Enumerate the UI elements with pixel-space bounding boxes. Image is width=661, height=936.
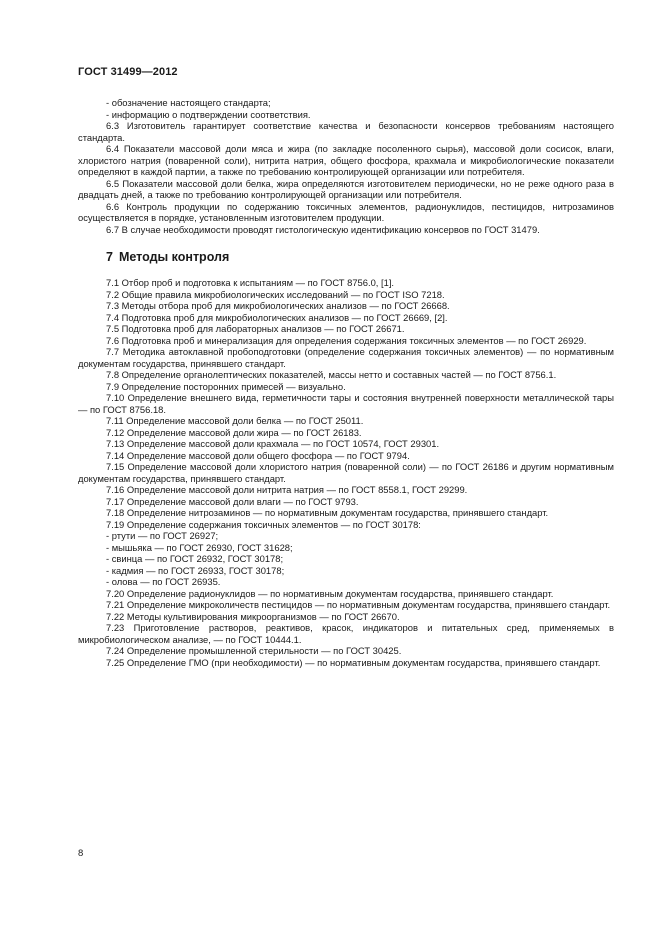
list-item: 7.14 Определение массовой доли общего фосфора — по ГОСТ 9794. [106, 449, 410, 461]
list-item: 7.13 Определение массовой доли крахмала — по ГОСТ 10574, ГОСТ 29301. [106, 438, 440, 449]
list-item: 7.9 Определение посторонних примесей — визуально. [106, 380, 346, 392]
clause-7-items [78, 277, 614, 530]
list-item: 7.23 Приготовление растворов, реактивов, красок, индикаторов и питательных сред, применяемых в микробиологическом анализе, — по ГОСТ 10444.1. [78, 622, 614, 645]
list-item: 7.1 Отбор проб и подготовка к испытаниям — по ГОСТ 8756.0, [1]. [106, 277, 395, 288]
clause-6-paragraphs [78, 120, 614, 235]
toxic-elements-list [78, 530, 614, 588]
list-item: - обозначение настоящего стандарта; [106, 97, 271, 108]
section-heading [78, 250, 614, 265]
list-item: 7.3 Методы отбора проб для микробиологических анализов — по ГОСТ 26668. [106, 300, 450, 311]
pre-items-list [78, 97, 614, 120]
paragraph-6-5: 6.5 Показатели массовой доли белка, жира определяются изготовителем периодически, но не реже одного раза в двадцать дней, а также по требованию контролирующей организации или потребителя. [78, 177, 614, 200]
list-item: - олова — по ГОСТ 26935. [106, 576, 221, 587]
list-item: 7.10 Определение внешнего вида, герметичности тары и состояния внутренней поверхности металлической тары — по ГОСТ 8756.18. [78, 392, 614, 415]
paragraph-6-7: 6.7 В случае необходимости проводят гистологическую идентификацию консервов по ГОСТ 31479. [106, 223, 540, 235]
list-item: 7.21 Определение микроколичеств пестицидов — по нормативным документам государства, принявшего стандарт. [106, 599, 611, 610]
clause-7-items-continued [78, 588, 614, 669]
paragraph-6-4: 6.4 Показатели массовой доли мяса и жира (по закладке посоленного сырья), массовой доли сосисок, влаги, хлористого натрия (поваренной соли), нитрита натрия, общего фосфора, крахмала и микробиологические показатели определяют в каждой партии, а также по требованию контролирующей организации или потребителя. [78, 143, 614, 177]
paragraph-6-3: 6.3 Изготовитель гарантирует соответствие качества и безопасности консервов требованиям настоящего стандарта. [78, 120, 614, 143]
list-item: - информацию о подтверждении соответствия. [106, 108, 311, 120]
list-item: 7.17 Определение массовой доли влаги — по ГОСТ 9793. [106, 495, 359, 507]
list-item: 7.25 Определение ГМО (при необходимости) — по нормативным документам государства, принявшего стандарт. [106, 656, 601, 668]
list-item: 7.4 Подготовка проб для микробиологических анализов — по ГОСТ 26669, [2]. [106, 311, 448, 323]
list-item: 7.12 Определение массовой доли жира — по ГОСТ 26183. [106, 426, 362, 438]
list-item: 7.11 Определение массовой доли белка — по ГОСТ 25011. [106, 415, 364, 426]
list-item: - свинца — по ГОСТ 26932, ГОСТ 30178; [106, 553, 284, 564]
list-item: 7.6 Подготовка проб и минерализация для определения содержания токсичных элементов — по ГОСТ 26929. [106, 334, 587, 346]
list-item: 7.18 Определение нитрозаминов — по нормативным документам государства, принявшего стандарт. [106, 507, 549, 518]
list-item: - ртути — по ГОСТ 26927; [106, 530, 219, 541]
list-item: - кадмия — по ГОСТ 26933, ГОСТ 30178; [106, 564, 285, 576]
list-item: 7.15 Определение массовой доли хлористого натрия (поваренной соли) — по ГОСТ 26186 и другим нормативным документам государства, принявшего стандарт. [78, 461, 614, 484]
list-item: 7.20 Определение радионуклидов — по нормативным документам государства, принявшего стандарт. [106, 587, 554, 599]
list-item: 7.2 Общие правила микробиологических исследований — по ГОСТ ISO 7218. [106, 288, 445, 300]
paragraph-6-6: 6.6 Контроль продукции по содержанию токсичных элементов, радионуклидов, пестицидов, нитрозаминов осуществляется в порядке, установленным изготовителем продукции. [78, 200, 614, 223]
page-number: 8 [78, 848, 84, 859]
list-item: 7.24 Определение промышленной стерильности — по ГОСТ 30425. [106, 645, 402, 656]
document-body [78, 97, 614, 668]
section-title: Методы контроля [118, 250, 230, 264]
list-item: 7.19 Определение содержания токсичных элементов — по ГОСТ 30178: [106, 518, 421, 530]
list-item: - мышьяка — по ГОСТ 26930, ГОСТ 31628; [106, 541, 293, 553]
list-item: 7.5 Подготовка проб для лабораторных анализов — по ГОСТ 26671. [106, 323, 405, 334]
section-number: 7 [106, 250, 113, 264]
list-item: 7.16 Определение массовой доли нитрита натрия — по ГОСТ 8558.1, ГОСТ 29299. [106, 484, 468, 495]
document-header: ГОСТ 31499—2012 [78, 66, 178, 78]
list-item: 7.7 Методика автоклавной пробоподготовки (определение содержания токсичных элементов) — по нормативным документам государства, принявшего стандарт. [78, 346, 614, 369]
list-item: 7.22 Методы культивирования микроорганизмов — по ГОСТ 26670. [106, 610, 400, 622]
list-item: 7.8 Определение органолептических показателей, массы нетто и составных частей — по ГОСТ 8756.1. [106, 369, 557, 380]
